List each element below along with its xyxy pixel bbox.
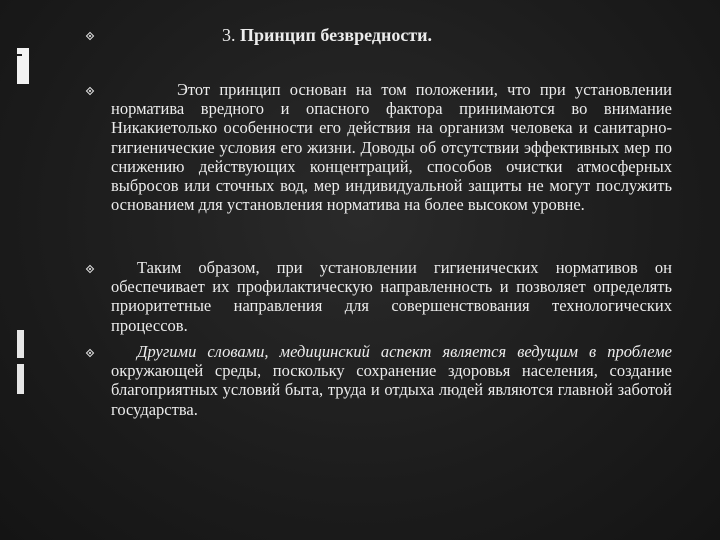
paragraph-medical-aspect-emphasis: Другими словами, медицинский аспект является ведущим в проблеме <box>137 342 672 361</box>
decorative-bar-lower-1 <box>17 330 24 358</box>
bullet-icon <box>86 348 95 360</box>
decorative-notch <box>17 54 22 56</box>
title-number: 3. <box>222 25 236 45</box>
paragraph-principle: Этот принцип основан на том положении, что при установлении норматива вредного и опасного фактора принимаются во внимание Никакиетолько особенности его действия на организм человека и санитарно-гигиенические условия его жизни. Доводы об отсутствии эффективных мер по снижению действующих концентраций, способов очистки атмосферных выбросов или сточных вод, мер индивидуальной защиты не могут послужить основанием для установления норматива на более высоком уровне. <box>111 80 672 215</box>
paragraph-medical-aspect <box>111 342 672 419</box>
paragraph-medical-aspect-rest: окружающей среды, поскольку сохранение здоровья населения, создание благоприятных условий быта, труда и отдыха людей являются главной заботой государства. <box>111 361 672 419</box>
bullet-icon <box>86 86 95 98</box>
slide-title <box>222 24 432 46</box>
bullet-icon <box>86 31 95 43</box>
bullet-icon <box>86 264 95 276</box>
title-text: Принцип безвредности. <box>240 25 433 45</box>
paragraph-conclusion: Таким образом, при установлении гигиенических нормативов он обеспечивает их профилактическую направленность и позволяет определять приоритетные направления для совершенствования технологических процессов. <box>111 258 672 335</box>
decorative-bar-lower-2 <box>17 364 24 394</box>
